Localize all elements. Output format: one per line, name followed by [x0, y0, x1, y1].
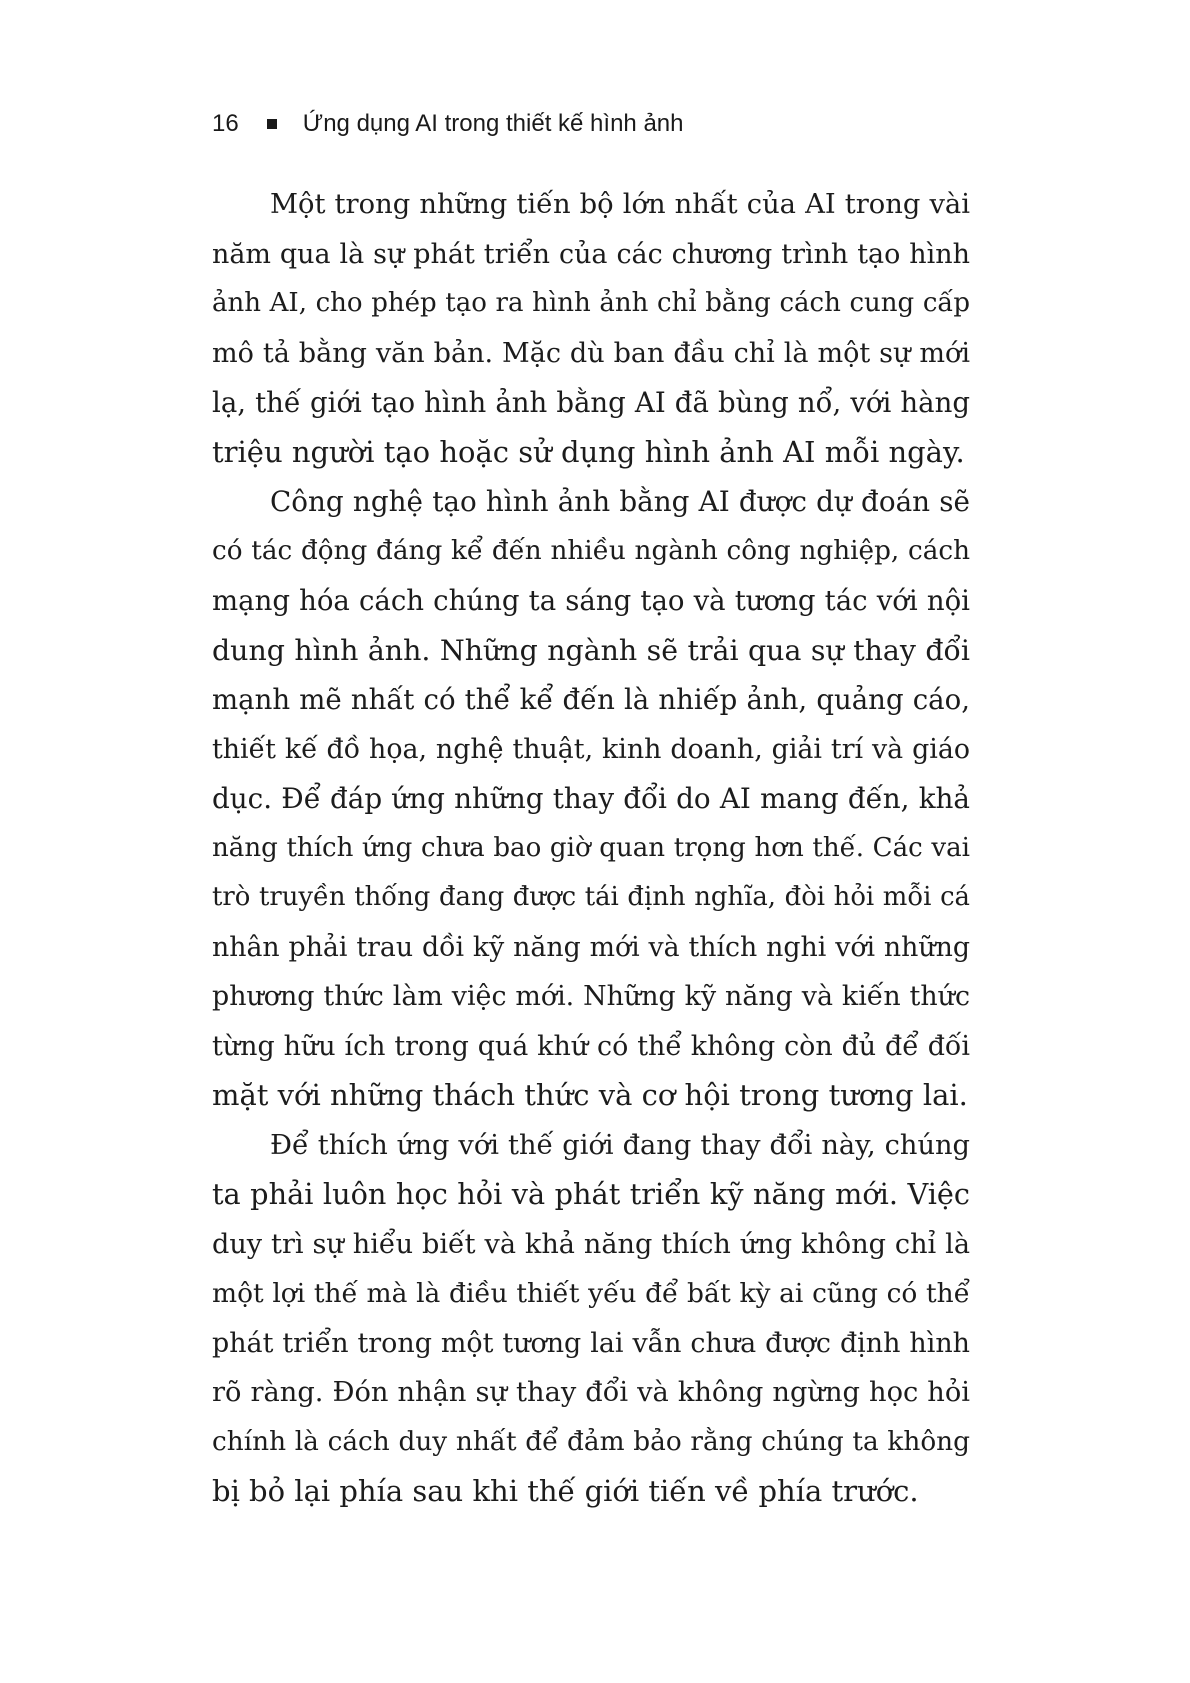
text-line: Để thích ứng với thế giới đang thay đổi này, chúng: [270, 1129, 970, 1161]
text-line: ảnh AI, cho phép tạo ra hình ảnh chỉ bằng cách cung cấp: [212, 288, 970, 318]
page-number: 16: [212, 110, 239, 137]
text-line: nhân phải trau dồi kỹ năng mới và thích nghi với những: [212, 931, 970, 963]
paragraph: [212, 180, 970, 477]
paragraph: [212, 477, 970, 1121]
running-header: [212, 104, 683, 144]
text-line: mạnh mẽ nhất có thể kể đến là nhiếp ảnh, quảng cáo,: [212, 683, 970, 716]
text-line: triệu người tạo hoặc sử dụng hình ảnh AI mỗi ngày.: [212, 434, 965, 469]
text-line: lạ, thế giới tạo hình ảnh bằng AI đã bùng nổ, với hàng: [212, 386, 970, 419]
text-line: một lợi thế mà là điều thiết yếu để bất kỳ ai cũng có thể: [212, 1278, 970, 1309]
text-line: trò truyền thống đang được tái định nghĩa, đòi hỏi mỗi cá: [212, 882, 970, 912]
body-text: [212, 180, 970, 1517]
text-line: từng hữu ích trong quá khứ có thể không còn đủ để đối: [212, 1030, 970, 1062]
text-line: mặt với những thách thức và cơ hội trong tương lai.: [212, 1078, 968, 1112]
text-line: thiết kế đồ họa, nghệ thuật, kinh doanh, giải trí và giáo: [212, 733, 970, 765]
text-line: năng thích ứng chưa bao giờ quan trọng hơn thế. Các vai: [212, 832, 970, 863]
book-title: Ứng dụng AI trong thiết kế hình ảnh: [302, 110, 684, 137]
text-line: bị bỏ lại phía sau khi thế giới tiến về phía trước.: [212, 1474, 919, 1508]
text-line: mô tả bằng văn bản. Mặc dù ban đầu chỉ là một sự mới: [212, 337, 970, 369]
text-line: phương thức làm việc mới. Những kỹ năng và kiến thức: [212, 981, 970, 1012]
text-line: dung hình ảnh. Những ngành sẽ trải qua sự thay đổi: [212, 633, 970, 667]
text-line: năm qua là sự phát triển của các chương trình tạo hình: [212, 238, 970, 270]
text-line: mạng hóa cách chúng ta sáng tạo và tương tác với nội: [212, 584, 970, 617]
text-line: chính là cách duy nhất để đảm bảo rằng chúng ta không: [212, 1426, 970, 1457]
text-line: phát triển trong một tương lai vẫn chưa được định hình: [212, 1327, 970, 1359]
square-bullet-icon: [267, 119, 277, 129]
text-line: dục. Để đáp ứng những thay đổi do AI mang đến, khả: [212, 782, 970, 815]
text-line: duy trì sự hiểu biết và khả năng thích ứng không chỉ là: [212, 1228, 970, 1260]
text-line: ta phải luôn học hỏi và phát triển kỹ năng mới. Việc: [212, 1177, 970, 1211]
text-line: có tác động đáng kể đến nhiều ngành công nghiệp, cách: [212, 535, 970, 566]
text-line: Một trong những tiến bộ lớn nhất của AI trong vài: [270, 189, 970, 220]
text-line: Công nghệ tạo hình ảnh bằng AI được dự đoán sẽ: [270, 485, 970, 518]
paragraph: [212, 1121, 970, 1517]
text-line: rõ ràng. Đón nhận sự thay đổi và không ngừng học hỏi: [212, 1377, 970, 1408]
